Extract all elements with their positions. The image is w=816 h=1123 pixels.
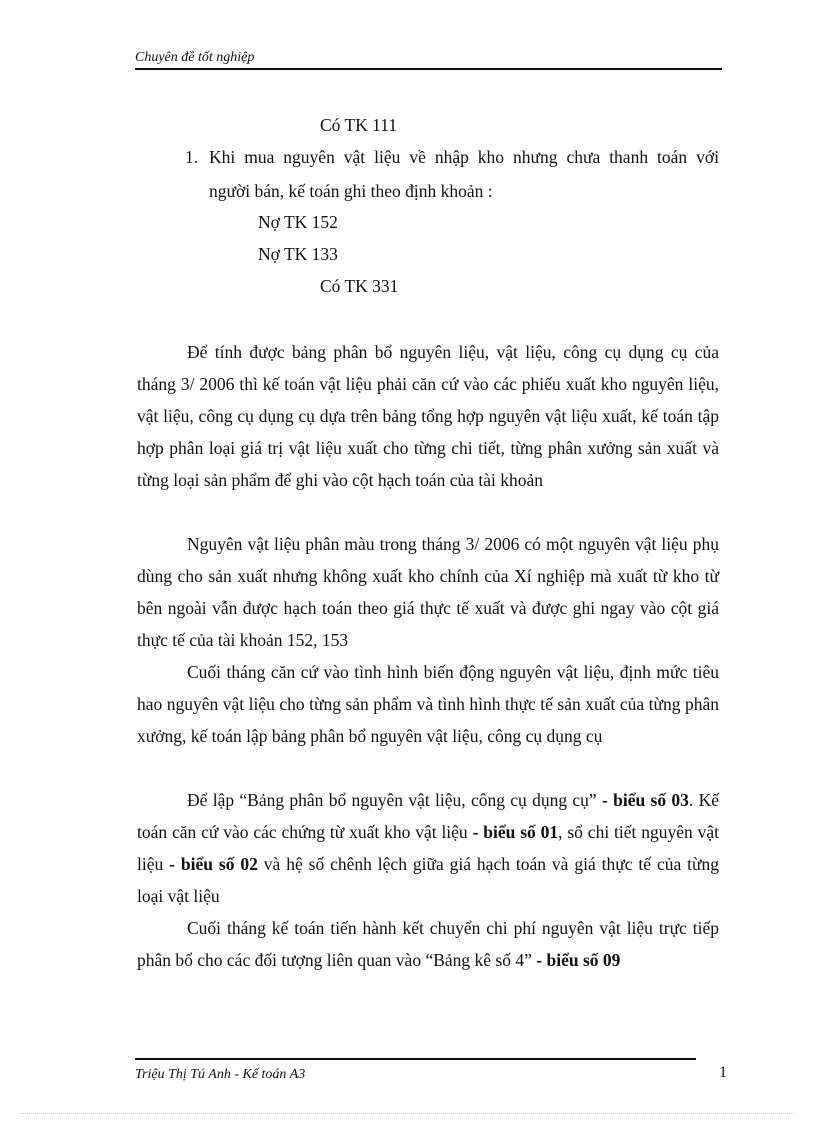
paragraph-4-text-2: . Kế toán căn cứ vào các chứng từ xuất kho vật liệu: [137, 790, 720, 842]
paragraph-5-text-1: Cuối tháng kế toán tiến hành kết chuyển chi phí nguyên vật liệu trực tiếp phân bổ cho các đối tượng liên quan vào “Bảng kê số 4”: [137, 918, 719, 970]
entry-co-tk-331: Có TK 331: [320, 276, 399, 296]
paragraph-2: Nguyên vật liệu phân màu trong tháng 3/ 2006 có một nguyên vật liệu phụ dùng cho sản xuất nhưng không xuất kho chính của Xí nghiệp mà xuất từ kho từ bên ngoài vẫn được hạch toán theo giá thực tế xuất và được ghi ngay vào cột giá thực tế của tài khoản 152, 153: [137, 534, 719, 650]
page-number: 1: [719, 1064, 727, 1081]
entry-no-tk-133: Nợ TK 133: [258, 244, 338, 264]
paragraph-4-text-3: , sổ chi tiết nguyên vật liệu: [137, 822, 720, 874]
paragraph-4-ref-bieu-so-03: - biểu số 03: [602, 790, 689, 810]
footer-author: Triệu Thị Tú Anh - Kế toán A3: [135, 1067, 306, 1082]
header-divider: [135, 68, 722, 70]
list-item-text-line1: Khi mua nguyên vật liệu về nhập kho nhưng chưa thanh toán với: [209, 147, 719, 167]
page-header-title: Chuyên đề tốt nghiệp: [135, 50, 255, 65]
paragraph-4-text-4: và hệ số chênh lệch giữa giá hạch toán và giá thực tế của từng loại vật liệu: [137, 854, 719, 906]
list-item-number: 1.: [185, 147, 199, 167]
footer-divider: [135, 1058, 696, 1060]
paragraph-4-ref-bieu-so-02: - biểu số 02: [169, 854, 258, 874]
page-edge-dotted-line: [20, 1113, 796, 1114]
paragraph-3: Cuối tháng căn cứ vào tình hình biến động nguyên vật liệu, định mức tiêu hao nguyên vật liệu cho từng sản phẩm và tình hình thực tế sản xuất của từng phân xưởng, kế toán lập bảng phân bổ nguyên vật liệu, công cụ dụng cụ: [137, 662, 719, 746]
entry-co-tk-111: Có TK 111: [320, 115, 398, 135]
list-item-text-line2: người bán, kế toán ghi theo định khoản :: [209, 181, 493, 201]
paragraph-4: [137, 784, 719, 912]
paragraph-1: Để tính được bảng phân bổ nguyên liệu, vật liệu, công cụ dụng cụ của tháng 3/ 2006 thì kế toán vật liệu phải căn cứ vào các phiếu xuất kho nguyên liệu, vật liệu, công cụ dụng cụ dựa trên bảng tổng hợp nguyên vật liệu xuất, kế toán tập hợp phân loại giá trị vật liệu xuất cho từng chi tiết, từng phân xưởng sản xuất và từng loại sản phẩm để ghi vào cột hạch toán của tài khoản: [137, 342, 719, 490]
paragraph-5-ref-bieu-so-09: - biểu số 09: [536, 950, 621, 970]
entry-no-tk-152: Nợ TK 152: [258, 212, 338, 232]
paragraph-4-ref-bieu-so-01: - biểu số 01: [472, 822, 559, 842]
paragraph-4-text-1: Để lập “Bảng phân bổ nguyên vật liệu, công cụ dụng cụ”: [187, 790, 603, 810]
paragraph-5: [137, 912, 719, 976]
